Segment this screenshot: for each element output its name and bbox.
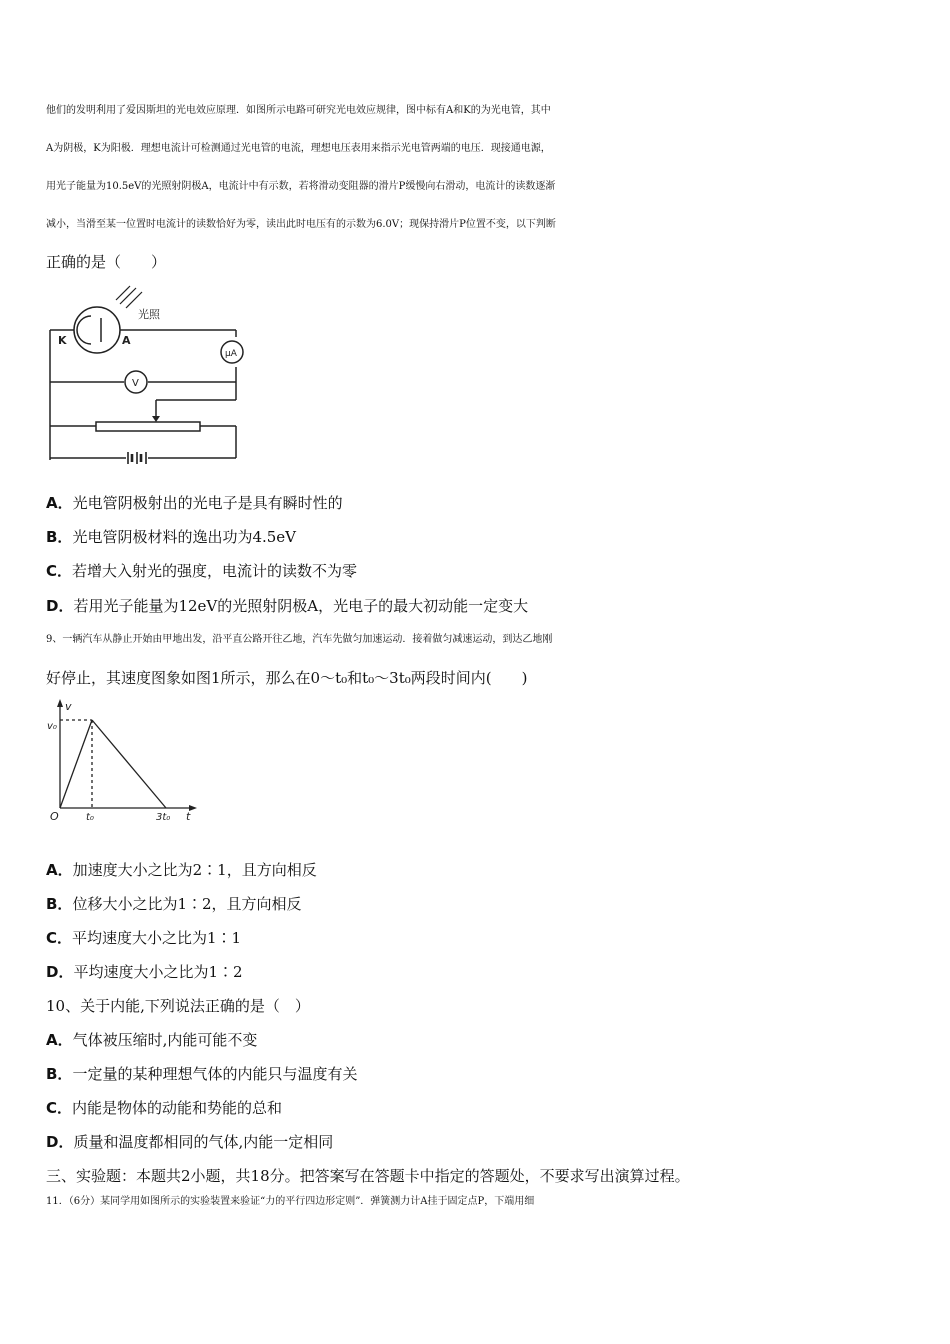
- photoelectric-circuit-figure: [44, 282, 250, 472]
- t-axis-label: t: [186, 810, 191, 823]
- q11-line-1: 11．（6分）某同学用如图所示的实验装置来验证“力的平行四边形定则”．弹簧测力计A挂于固定点P，下端用细: [46, 1196, 535, 1207]
- v0-label: v₀: [47, 721, 57, 732]
- q9-line-2: 好停止，其速度图象如图1所示，那么在0～t₀和t₀～3t₀两段时间内( ): [46, 669, 528, 687]
- option-text: 一定量的某种理想气体的内能只与温度有关: [72, 1065, 358, 1083]
- option-text: 若用光子能量为12eV的光照射阴极A，光电子的最大初动能一定变大: [73, 597, 529, 615]
- q8-option-b: [46, 527, 296, 547]
- option-text: 位移大小之比为1∶2，且方向相反: [72, 895, 302, 913]
- voltmeter-label: V: [132, 378, 139, 389]
- q8-line-1: 他们的发明利用了爱因斯坦的光电效应原理．如图所示电路可研究光电效应规律，图中标有A和K的为光电管，其中: [46, 105, 551, 116]
- option-text: 若增大入射光的强度，电流计的读数不为零: [72, 562, 358, 580]
- option-letter: C．: [46, 562, 73, 580]
- option-letter: B．: [46, 895, 73, 913]
- q8-line-4: 减小，当滑至某一位置时电流计的读数恰好为零，读出此时电压有的示数为6.0V；现保持滑片P位置不变，以下判断: [46, 219, 556, 230]
- q10-title: 10、关于内能,下列说法正确的是（ ）: [46, 997, 310, 1015]
- option-text: 光电管阴极材料的逸出功为4.5eV: [72, 528, 297, 546]
- option-letter: D．: [46, 597, 74, 615]
- option-text: 质量和温度都相同的气体,内能一定相同: [73, 1133, 334, 1151]
- q9-option-b: [46, 894, 302, 914]
- option-letter: D．: [46, 1133, 74, 1151]
- option-text: 气体被压缩时,内能可能不变: [72, 1031, 258, 1049]
- t0-label: t₀: [86, 812, 94, 823]
- option-text: 内能是物体的动能和势能的总和: [72, 1099, 283, 1117]
- cathode-label-k: K: [58, 334, 67, 347]
- option-letter: B．: [46, 528, 73, 546]
- v-axis-label: v: [65, 700, 72, 713]
- light-label: 光照: [138, 308, 160, 321]
- q10-option-d: [46, 1132, 333, 1152]
- option-text: 加速度大小之比为2∶1，且方向相反: [72, 861, 317, 879]
- q10-option-a: [46, 1030, 257, 1050]
- q8-option-c: [46, 561, 357, 581]
- option-letter: C．: [46, 929, 73, 947]
- origin-label: O: [50, 810, 59, 823]
- q8-option-a: [46, 493, 343, 513]
- q10-option-c: [46, 1098, 282, 1118]
- option-letter: B．: [46, 1065, 73, 1083]
- q9-option-d: [46, 962, 243, 982]
- q8-line-2: A为阴极，K为阳极．理想电流计可检测通过光电管的电流，理想电压表用来指示光电管两端的电压．现接通电源，: [46, 143, 551, 154]
- q8-option-d: [46, 596, 528, 616]
- option-letter: D．: [46, 963, 74, 981]
- option-text: 光电管阴极射出的光电子是具有瞬时性的: [72, 494, 343, 512]
- q9-option-a: [46, 860, 317, 880]
- anode-label-a: A: [122, 334, 131, 347]
- q9-option-c: [46, 928, 241, 948]
- option-letter: C．: [46, 1099, 73, 1117]
- velocity-time-graph: [44, 696, 204, 828]
- section-3-heading: 三、实验题：本题共2小题，共18分。把答案写在答题卡中指定的答题处，不要求写出演算过程。: [46, 1167, 690, 1185]
- option-letter: A．: [46, 1031, 73, 1049]
- q8-line-3: 用光子能量为10.5eV的光照射阴极A，电流计中有示数，若将滑动变阻器的滑片P缓慢向右滑动，电流计的读数逐渐: [46, 181, 556, 192]
- q8-line-5: 正确的是（ ）: [46, 253, 167, 271]
- q9-line-1: 9、一辆汽车从静止开始由甲地出发，沿平直公路开往乙地，汽车先做匀加速运动．接着做匀减速运动，到达乙地刚: [46, 634, 553, 645]
- q10-option-b: [46, 1064, 357, 1084]
- ammeter-label: μA: [225, 349, 237, 359]
- option-letter: A．: [46, 861, 73, 879]
- option-text: 平均速度大小之比为1∶1: [72, 929, 242, 947]
- 3t0-label: 3t₀: [156, 812, 171, 823]
- option-letter: A．: [46, 494, 73, 512]
- option-text: 平均速度大小之比为1∶2: [73, 963, 243, 981]
